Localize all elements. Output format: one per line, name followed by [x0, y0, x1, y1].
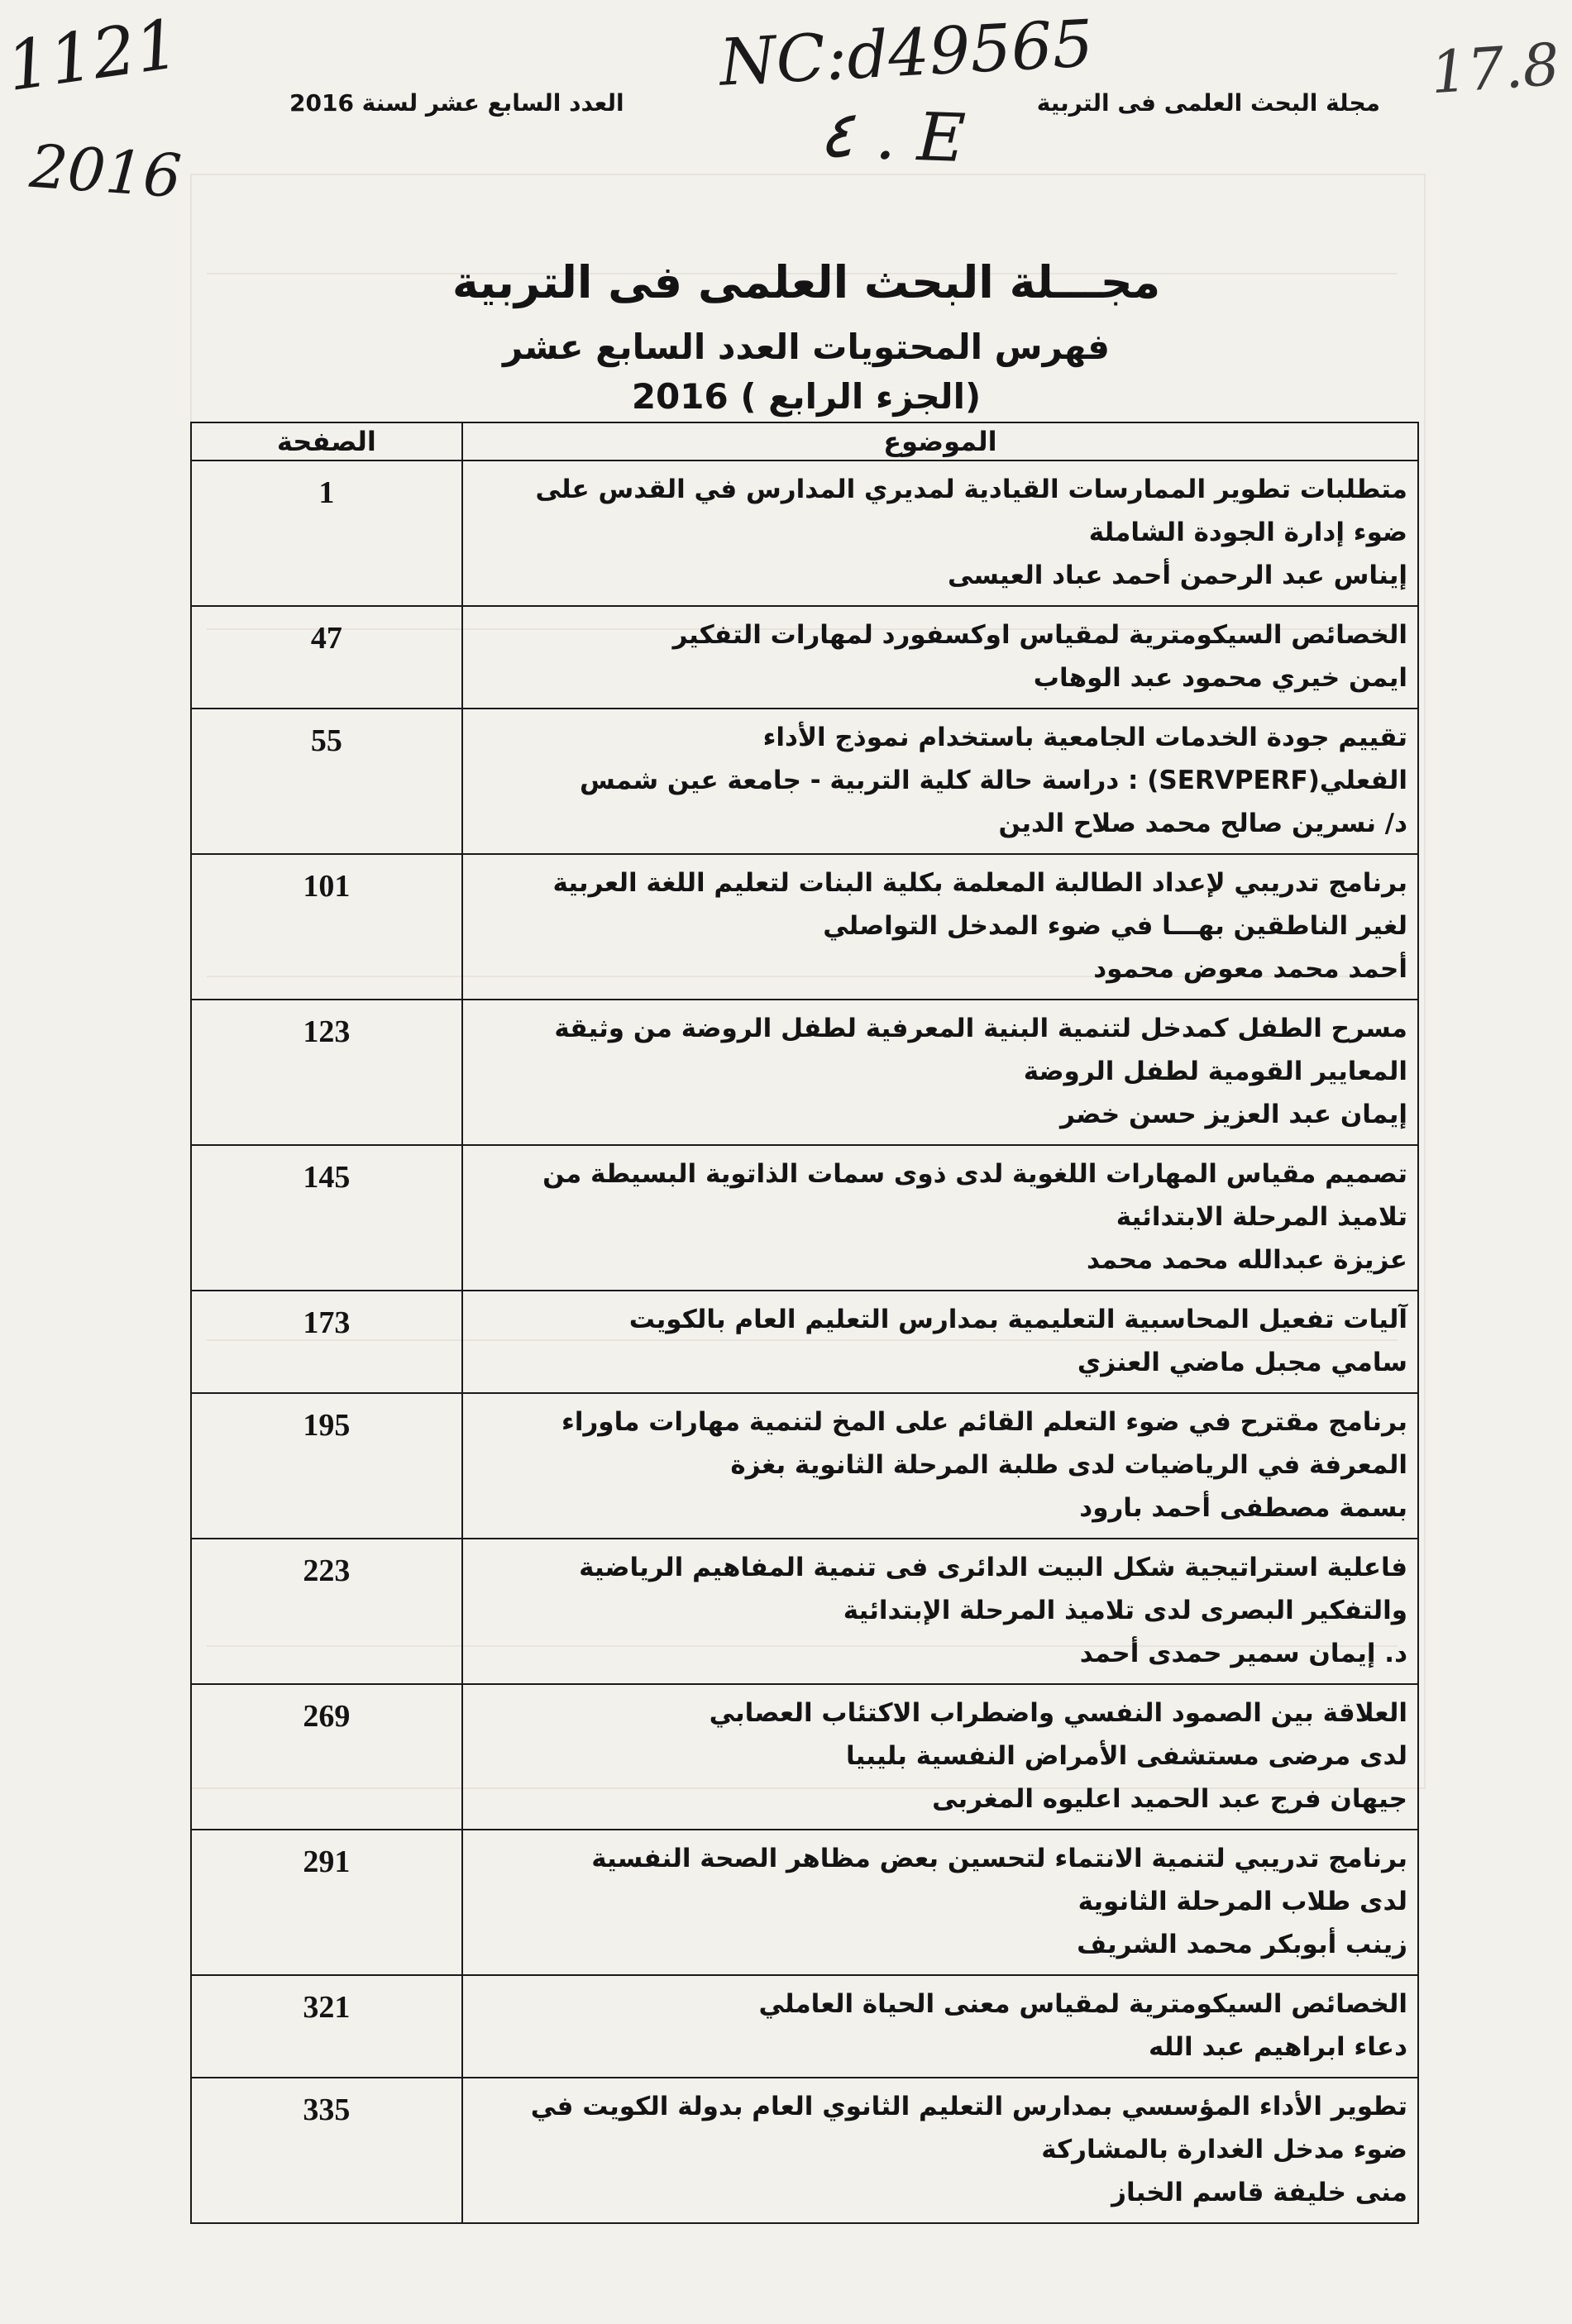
topic-line: برنامج تدريبي لإعداد الطالبة المعلمة بكلية البنات لتعليم اللغة العربية: [552, 868, 1407, 898]
running-head-issue: العدد السابع عشر لسنة 2016: [289, 89, 624, 117]
author-name: إيمان عبد العزيز حسن خضر: [1060, 1100, 1407, 1129]
topic-line: الخصائص السيكومترية لمقياس معنى الحياة العاملي: [758, 1989, 1407, 2019]
topic-cell: [462, 1830, 1418, 1975]
author-name: سامي مجبل ماضي العنزي: [1077, 1348, 1407, 1377]
table-row: [191, 1145, 1418, 1291]
table-row: [191, 854, 1418, 1000]
author-name: ايمن خيري محمود عبد الوهاب: [1033, 663, 1407, 693]
part-title: (الجزء الرابع ) 2016: [631, 376, 982, 417]
handwritten-catalog-sub: ٤ . E: [817, 94, 968, 178]
author-name: جيهان فرج عبد الحميد اعليوه المغربى: [932, 1784, 1407, 1814]
handwritten-year: 2016: [27, 131, 184, 212]
table-row: [191, 1393, 1418, 1539]
page-number: 291: [191, 1830, 462, 1975]
author-name: د/ نسرين صالح محمد صلاح الدين: [998, 809, 1407, 838]
topic-cell: [462, 606, 1418, 709]
handwritten-number: 1121: [2, 4, 184, 107]
author-name: إيناس عبد الرحمن أحمد عباد العيسى: [948, 561, 1407, 590]
table-row: [191, 2078, 1418, 2223]
topic-cell: [462, 1539, 1418, 1684]
topic-line: لدى مرضى مستشفى الأمراض النفسية بليبيا: [846, 1741, 1407, 1771]
page-number: 195: [191, 1393, 462, 1539]
topic-cell: [462, 854, 1418, 1000]
table-header-row: [191, 422, 1418, 461]
topic-line: لغير الناطقين بهـــا في ضوء المدخل التواصلي: [823, 911, 1407, 941]
topic-line: فاعلية استراتيجية شكل البيت الدائرى فى تنمية المفاهيم الرياضية: [579, 1553, 1407, 1582]
page-number: 173: [191, 1291, 462, 1393]
table-row: [191, 461, 1418, 606]
header-page: الصفحة: [191, 422, 462, 461]
handwritten-catalog-number: NC:d49565: [717, 7, 1096, 101]
topic-line: برنامج مقترح في ضوء التعلم القائم على المخ لتنمية مهارات ماوراء: [561, 1407, 1407, 1437]
topic-cell: [462, 1975, 1418, 2078]
contents-table: [190, 422, 1419, 2224]
topic-line: تقييم جودة الخدمات الجامعية باستخدام نموذج الأداء: [762, 723, 1407, 752]
table-row: [191, 1000, 1418, 1145]
author-name: زينب أبوبكر محمد الشريف: [1077, 1930, 1407, 1959]
page-number: 335: [191, 2078, 462, 2223]
page-number: 1: [191, 461, 462, 606]
page-number: 269: [191, 1684, 462, 1830]
page-number: 223: [191, 1539, 462, 1684]
topic-line: تصميم مقياس المهارات اللغوية لدى ذوى سمات الذاتوية البسيطة من: [542, 1159, 1407, 1189]
table-row: [191, 1539, 1418, 1684]
topic-cell: [462, 1291, 1418, 1393]
topic-cell: [462, 709, 1418, 854]
topic-line: مسرح الطفل كمدخل لتنمية البنية المعرفية لطفل الروضة من وثيقة: [554, 1014, 1407, 1043]
topic-line: المعايير القومية لطفل الروضة: [1023, 1057, 1407, 1086]
topic-line: العلاقة بين الصمود النفسي واضطراب الاكتئاب العصابي: [709, 1698, 1407, 1728]
topic-line: آليات تفعيل المحاسبية التعليمية بمدارس التعليم العام بالكويت: [628, 1305, 1407, 1334]
author-name: منى خليفة قاسم الخباز: [1111, 2178, 1407, 2207]
table-row: [191, 709, 1418, 854]
table-row: [191, 1975, 1418, 2078]
topic-cell: [462, 2078, 1418, 2223]
table-row: [191, 606, 1418, 709]
author-name: عزيزة عبدالله محمد محمد: [1087, 1245, 1407, 1275]
author-name: بسمة مصطفى أحمد بارود: [1079, 1493, 1407, 1523]
page-number: 47: [191, 606, 462, 709]
topic-line: متطلبات تطوير الممارسات القيادية لمديري المدارس في القدس على: [535, 475, 1407, 504]
author-name: دعاء ابراهيم عبد الله: [1148, 2032, 1407, 2062]
handwritten-shelf-mark: 17.8: [1428, 30, 1562, 107]
author-name: أحمد محمد معوض محمود: [1093, 954, 1407, 984]
topic-cell: [462, 461, 1418, 606]
topic-line: برنامج تدريبي لتنمية الانتماء لتحسين بعض مظاهر الصحة النفسية: [591, 1844, 1407, 1873]
table-row: [191, 1684, 1418, 1830]
topic-line: والتفكير البصرى لدى تلاميذ المرحلة الإبتدائية: [843, 1596, 1407, 1625]
page-number: 321: [191, 1975, 462, 2078]
topic-line: تطوير الأداء المؤسسي بمدارس التعليم الثانوي العام بدولة الكويت في: [530, 2092, 1407, 2121]
topic-line: ضوء إدارة الجودة الشاملة: [1088, 518, 1407, 547]
topic-line: ضوء مدخل الغدارة بالمشاركة: [1041, 2135, 1407, 2164]
topic-line: لدى طلاب المرحلة الثانوية: [1077, 1887, 1407, 1916]
table-row: [191, 1830, 1418, 1975]
table-row: [191, 1291, 1418, 1393]
topic-cell: [462, 1684, 1418, 1830]
contents-title: فهرس المحتويات العدد السابع عشر: [503, 327, 1110, 367]
author-name: د. إيمان سمير حمدى أحمد: [1079, 1639, 1407, 1668]
topic-cell: [462, 1393, 1418, 1539]
topic-line: تلاميذ المرحلة الابتدائية: [1116, 1202, 1407, 1232]
page-number: 123: [191, 1000, 462, 1145]
topic-cell: [462, 1145, 1418, 1291]
page-number: 55: [191, 709, 462, 854]
topic-line: المعرفة في الرياضيات لدى طلبة المرحلة الثانوية بغزة: [730, 1450, 1407, 1480]
journal-title: مجـــلة البحث العلمى فى التربية: [452, 256, 1161, 308]
topic-cell: [462, 1000, 1418, 1145]
topic-line: الخصائص السيكومترية لمقياس اوكسفورد لمهارات التفكير: [672, 620, 1407, 650]
page-number: 145: [191, 1145, 462, 1291]
page-number: 101: [191, 854, 462, 1000]
header-topic: الموضوع: [462, 422, 1418, 461]
topic-line: الفعلي(SERVPERF) : دراسة حالة كلية التربية - جامعة عين شمس: [580, 766, 1407, 795]
running-head-journal: مجلة البحث العلمى فى التربية: [1036, 89, 1380, 117]
